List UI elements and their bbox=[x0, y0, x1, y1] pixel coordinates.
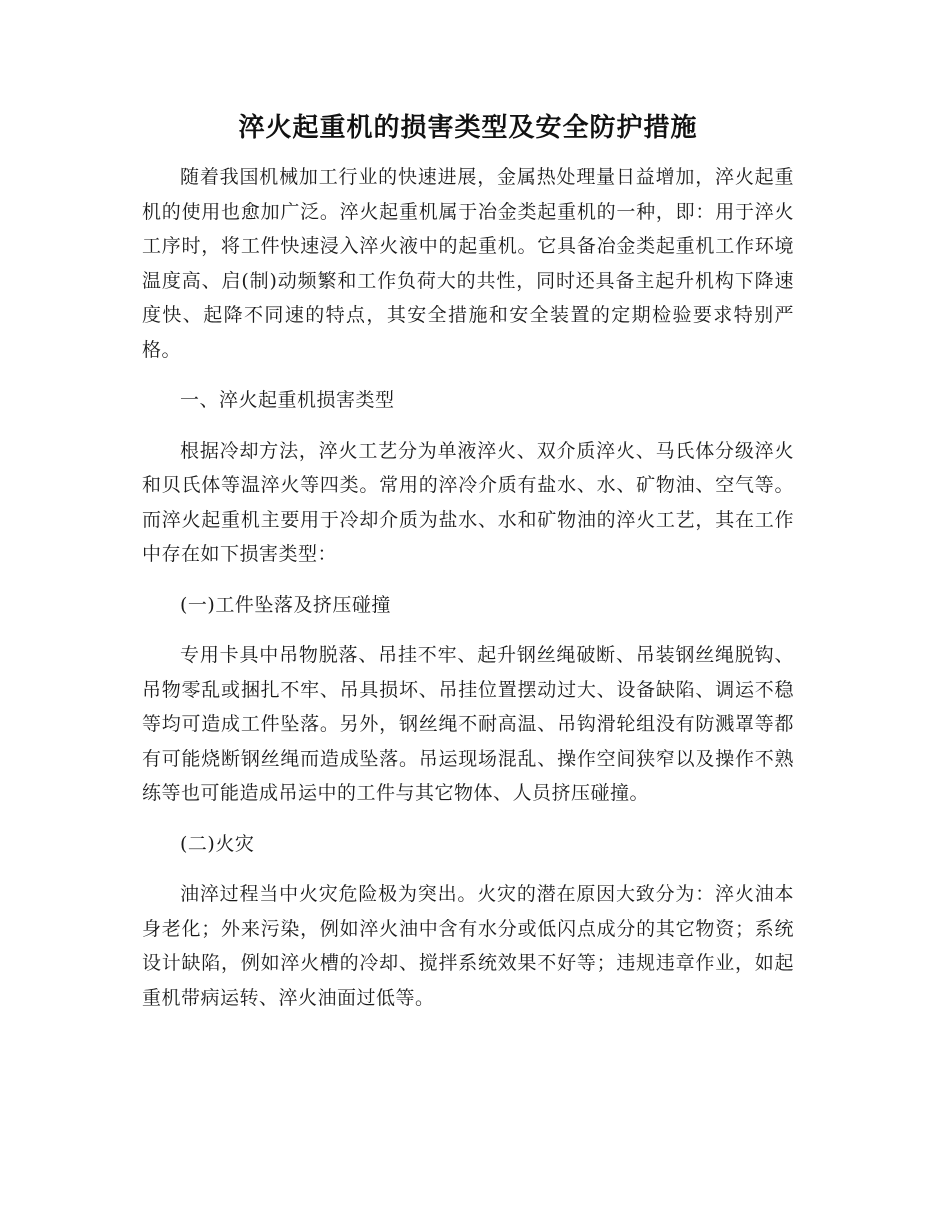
subsection-paragraph: 专用卡具中吊物脱落、吊挂不牢、起升钢丝绳破断、吊装钢丝绳脱钩、吊物零乱或捆扎不牢、吊具损坏、吊挂位置摆动过大、设备缺陷、调运不稳等均可造成工件坠落。另外，钢丝绳不耐高温、吊钩滑轮组没有防溅罩等都有可能烧断钢丝绳而造成坠落。吊运现场混乱、操作空间狭窄以及操作不熟练等也可能造成吊运中的工件与其它物体、人员挤压碰撞。 bbox=[142, 644, 794, 804]
spacer bbox=[142, 572, 794, 588]
spacer bbox=[142, 418, 794, 434]
document-page bbox=[142, 108, 794, 1015]
section-paragraph: 根据冷却方法，淬火工艺分为单液淬火、双介质淬火、马氏体分级淬火和贝氏体等温淬火等四类。常用的淬冷介质有盐水、水、矿物油、空气等。而淬火起重机主要用于冷却介质为盐水、水和矿物油的淬火工艺，其在工作中存在如下损害类型： bbox=[142, 439, 794, 565]
subsection-heading: (二)火灾 bbox=[180, 832, 255, 855]
spacer bbox=[142, 861, 794, 877]
spacer bbox=[142, 622, 794, 638]
section-heading: 一、淬火起重机损害类型 bbox=[180, 389, 395, 411]
document-title: 淬火起重机的损害类型及安全防护措施 bbox=[238, 113, 698, 143]
subsection-paragraph: 油淬过程当中火灾危险极为突出。火灾的潜在原因大致分为：淬火油本身老化；外来污染，例如淬火油中含有水分或低闪点成分的其它物资；系统设计缺陷，例如淬火槽的冷却、搅拌系统效果不好等；违规违章作业，如起重机带病运转、淬火油面过低等。 bbox=[142, 883, 794, 1009]
intro-paragraph: 随着我国机械加工行业的快速进展，金属热处理量日益增加，淬火起重机的使用也愈加广泛。淬火起重机属于冶金类起重机的一种，即：用于淬火工序时，将工件快速浸入淬火液中的起重机。它具备冶金类起重机工作环境温度高、启(制)动频繁和工作负荷大的共性，同时还具备主起升机构下降速度快、起降不同速的特点，其安全措施和安全装置的定期检验要求特别严格。 bbox=[142, 166, 794, 361]
spacer bbox=[142, 811, 794, 827]
spacer bbox=[142, 367, 794, 383]
subsection-heading: (一)工件坠落及挤压碰撞 bbox=[180, 593, 391, 616]
